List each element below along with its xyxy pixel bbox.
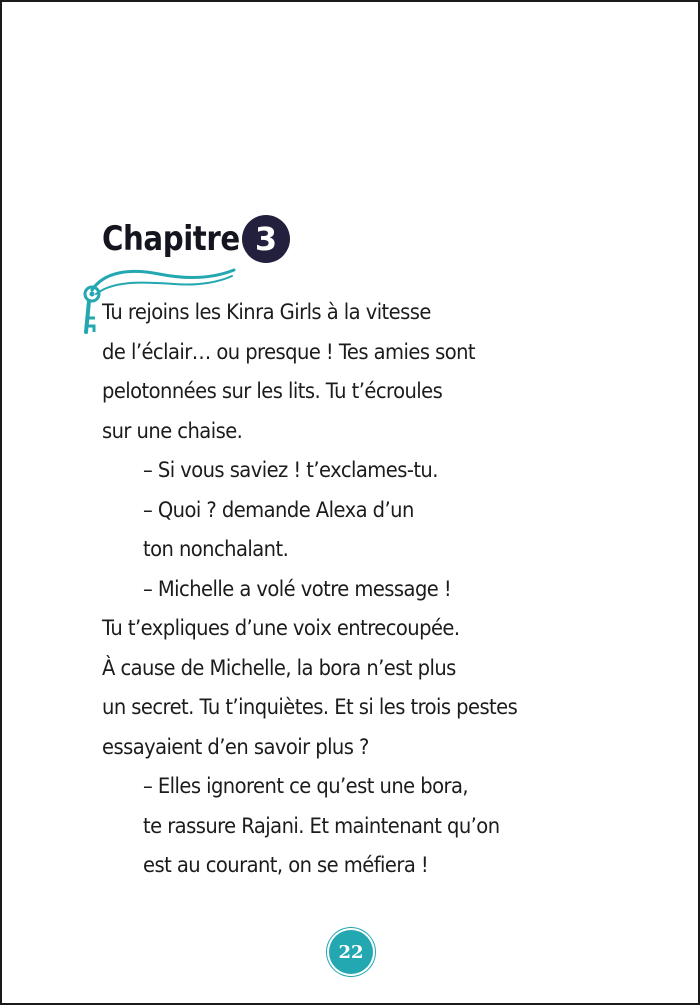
text-line: pelotonnées sur les lits. Tu t’écroules: [102, 379, 443, 403]
chapter-number-badge: 3: [242, 215, 290, 263]
text-line: – Elles ignorent ce qu’est une bora,: [143, 774, 469, 798]
text-line: – Michelle a volé votre message !: [143, 577, 452, 601]
text-line: – Si vous saviez ! t’exclames-tu.: [143, 458, 438, 482]
text-line: ton nonchalant.: [143, 537, 289, 561]
chapter-title: Chapitre: [102, 219, 240, 259]
text-line: de l’éclair… ou presque ! Tes amies sont: [102, 340, 476, 364]
text-line: te rassure Rajani. Et maintenant qu’on: [143, 814, 500, 838]
text-line: Tu rejoins les Kinra Girls à la vitesse: [102, 300, 431, 324]
page-number-badge: 22: [329, 930, 373, 974]
text-line: un secret. Tu t’inquiètes. Et si les trois pestes: [102, 695, 518, 719]
text-line: À cause de Michelle, la bora n’est plus: [102, 656, 456, 680]
text-line: essayaient d’en savoir plus ?: [102, 735, 369, 759]
text-line: – Quoi ? demande Alexa d’un: [143, 498, 414, 522]
text-line: Tu t’expliques d’une voix entrecoupée.: [102, 616, 460, 640]
text-line: est au courant, on se méfiera !: [143, 853, 429, 877]
text-line: sur une chaise.: [102, 419, 243, 443]
chapter-heading: [102, 215, 290, 263]
